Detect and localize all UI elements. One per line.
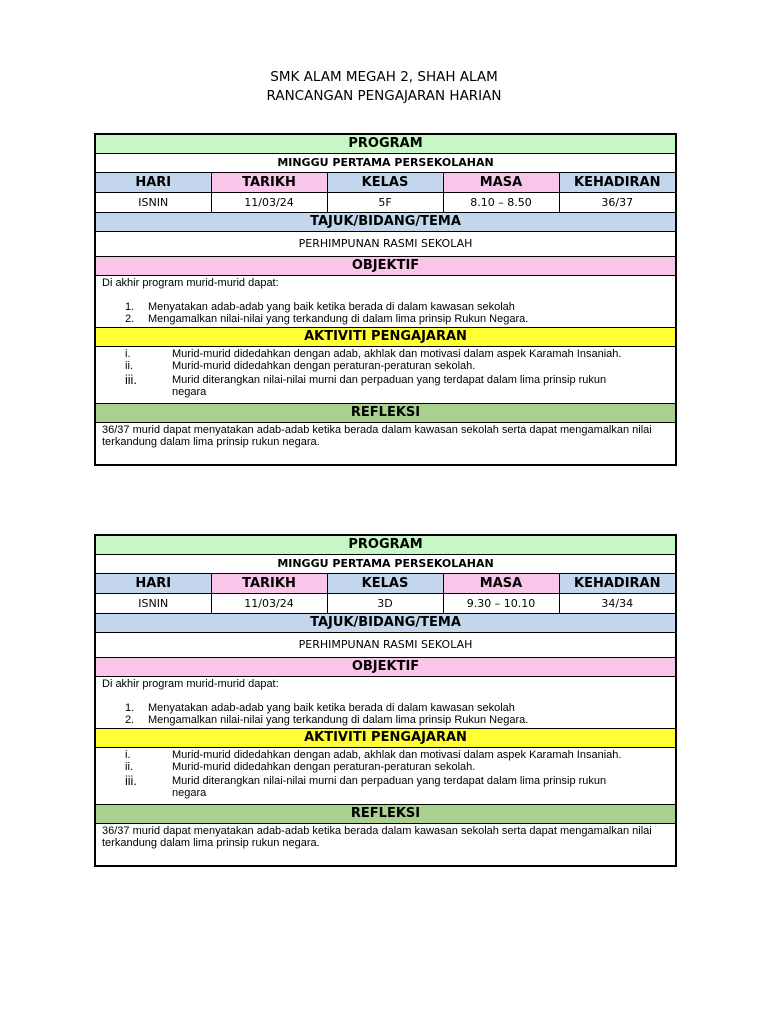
list-number: 2.: [125, 313, 135, 325]
list-number: 2.: [125, 714, 135, 726]
col-header-masa: MASA: [443, 574, 559, 594]
list-item: [102, 301, 669, 313]
list-text: Murid diterangkan nilai-nilai murni dan perpaduan yang terdapat dalam lima prinsip rukun negara: [172, 775, 607, 799]
col-header-tarikh: TARIKH: [211, 173, 327, 193]
cell-kelas: 3D: [327, 594, 443, 614]
list-text: Murid-murid didedahkan dengan adab, akhlak dan motivasi dalam aspek Karamah Insaniah.: [172, 348, 622, 360]
tema-value: PERHIMPUNAN RASMI SEKOLAH: [95, 232, 676, 257]
objektif-content: [95, 677, 676, 729]
cell-kelas: 5F: [327, 193, 443, 213]
tema-value: PERHIMPUNAN RASMI SEKOLAH: [95, 633, 676, 658]
list-item: [102, 749, 669, 761]
col-header-kelas: KELAS: [327, 574, 443, 594]
aktiviti-content: [95, 748, 676, 805]
cell-kehadiran: 36/37: [559, 193, 676, 213]
list-number: iii.: [125, 774, 137, 788]
list-number: i.: [125, 749, 131, 761]
objektif-label: OBJEKTIF: [95, 658, 676, 677]
col-header-kehadiran: KEHADIRAN: [559, 574, 676, 594]
cell-tarikh: 11/03/24: [211, 594, 327, 614]
aktiviti-content: [95, 347, 676, 404]
col-header-kehadiran: KEHADIRAN: [559, 173, 676, 193]
list-text: Mengamalkan nilai-nilai yang terkandung di dalam lima prinsip Rukun Negara.: [148, 313, 529, 325]
list-item: [102, 348, 669, 360]
program-label: PROGRAM: [95, 535, 676, 555]
objektif-intro: Di akhir program murid-murid dapat:: [102, 678, 279, 690]
objektif-intro: Di akhir program murid-murid dapat:: [102, 277, 279, 289]
col-header-hari: HARI: [95, 173, 211, 193]
list-number: ii.: [125, 360, 133, 372]
objektif-content: [95, 276, 676, 328]
list-text: Murid-murid didedahkan dengan peraturan-peraturan sekolah.: [172, 761, 476, 773]
tema-label: TAJUK/BIDANG/TEMA: [95, 213, 676, 232]
col-header-masa: MASA: [443, 173, 559, 193]
cell-hari: ISNIN: [95, 193, 211, 213]
list-text: Menyatakan adab-adab yang baik ketika berada di dalam kawasan sekolah: [148, 301, 515, 313]
lesson-plan-table-2: [94, 534, 677, 867]
list-text: Murid-murid didedahkan dengan peraturan-peraturan sekolah.: [172, 360, 476, 372]
list-item: [102, 761, 669, 773]
list-number: ii.: [125, 761, 133, 773]
refleksi-content: 36/37 murid dapat menyatakan adab-adab ketika berada dalam kawasan sekolah serta dapat mengamalkan nilai terkandung dalam lima prinsip rukun negara.: [95, 423, 676, 466]
cell-masa: 9.30 – 10.10: [443, 594, 559, 614]
list-text: Menyatakan adab-adab yang baik ketika berada di dalam kawasan sekolah: [148, 702, 515, 714]
col-header-tarikh: TARIKH: [211, 574, 327, 594]
list-item: [102, 775, 669, 799]
refleksi-label: REFLEKSI: [95, 805, 676, 824]
list-text: Murid diterangkan nilai-nilai murni dan perpaduan yang terdapat dalam lima prinsip rukun negara: [172, 374, 607, 398]
program-title: MINGGU PERTAMA PERSEKOLAHAN: [95, 555, 676, 574]
aktiviti-label: AKTIVITI PENGAJARAN: [95, 328, 676, 347]
list-text: Mengamalkan nilai-nilai yang terkandung di dalam lima prinsip Rukun Negara.: [148, 714, 529, 726]
list-number: iii.: [125, 373, 137, 387]
list-number: i.: [125, 348, 131, 360]
cell-tarikh: 11/03/24: [211, 193, 327, 213]
cell-masa: 8.10 – 8.50: [443, 193, 559, 213]
list-item: [102, 702, 669, 714]
list-item: [102, 714, 669, 726]
program-label: PROGRAM: [95, 134, 676, 154]
school-name: SMK ALAM MEGAH 2, SHAH ALAM: [270, 69, 498, 85]
document-title: RANCANGAN PENGAJARAN HARIAN: [266, 88, 502, 104]
cell-kehadiran: 34/34: [559, 594, 676, 614]
document-header: [0, 68, 768, 106]
list-number: 1.: [125, 301, 135, 313]
list-item: [102, 374, 669, 398]
refleksi-label: REFLEKSI: [95, 404, 676, 423]
refleksi-content: 36/37 murid dapat menyatakan adab-adab ketika berada dalam kawasan sekolah serta dapat mengamalkan nilai terkandung dalam lima prinsip rukun negara.: [95, 824, 676, 867]
list-text: Murid-murid didedahkan dengan adab, akhlak dan motivasi dalam aspek Karamah Insaniah.: [172, 749, 622, 761]
cell-hari: ISNIN: [95, 594, 211, 614]
program-title: MINGGU PERTAMA PERSEKOLAHAN: [95, 154, 676, 173]
col-header-kelas: KELAS: [327, 173, 443, 193]
aktiviti-label: AKTIVITI PENGAJARAN: [95, 729, 676, 748]
objektif-label: OBJEKTIF: [95, 257, 676, 276]
lesson-plan-table-1: [94, 133, 677, 466]
tema-label: TAJUK/BIDANG/TEMA: [95, 614, 676, 633]
list-item: [102, 313, 669, 325]
col-header-hari: HARI: [95, 574, 211, 594]
list-number: 1.: [125, 702, 135, 714]
list-item: [102, 360, 669, 372]
